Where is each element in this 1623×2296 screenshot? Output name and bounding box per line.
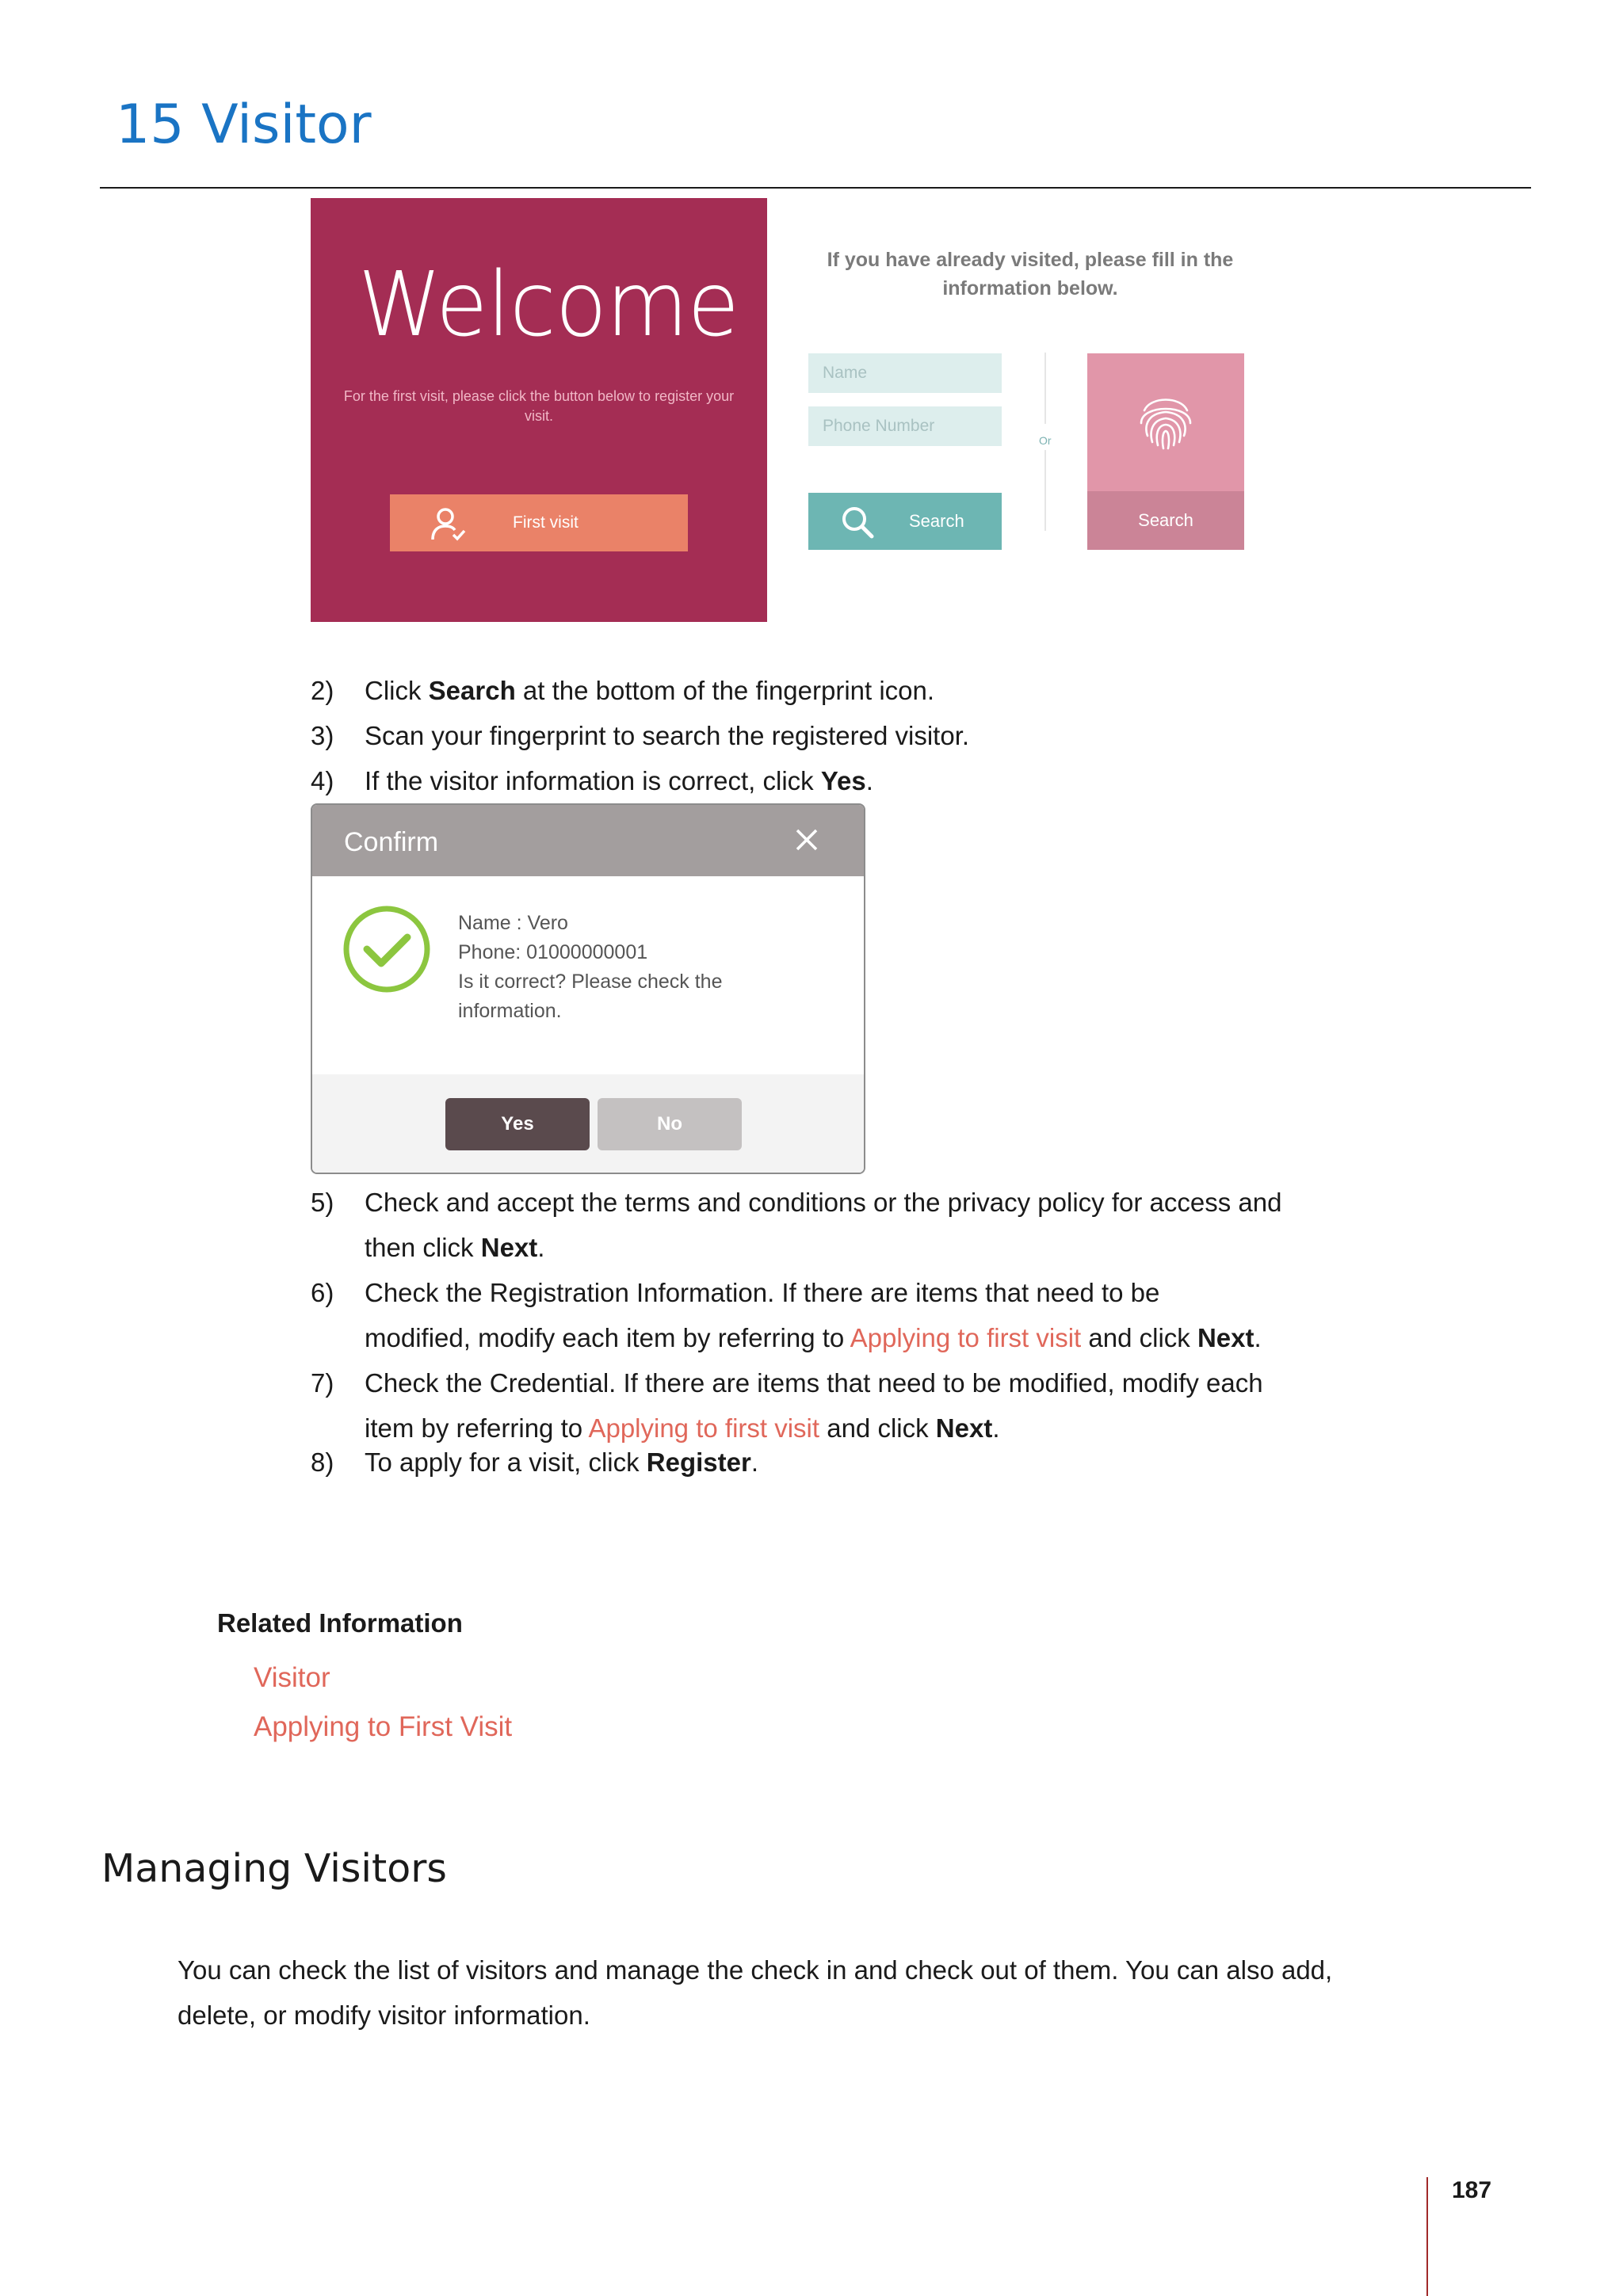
applying-to-first-visit-link[interactable]: Applying to first visit [850, 1323, 1082, 1352]
kiosk-search-panel [792, 238, 1268, 555]
fingerprint-panel[interactable] [1087, 353, 1244, 550]
section-paragraph: You can check the list of visitors and manage the check in and check out of them. You can also add, delete, or modify visitor information. [178, 1955, 1333, 2030]
or-divider [1044, 353, 1046, 424]
step-item: 6) Check the Registration Information. If there are items that need to be modified, modify each item by referring to Applying to first visit and click Next. [311, 1278, 1262, 1352]
search-icon [840, 505, 875, 540]
check-circle-icon [341, 903, 433, 995]
fingerprint-search-button[interactable]: Search [1087, 491, 1244, 550]
or-label: Or [1039, 434, 1052, 447]
dialog-header [312, 805, 864, 876]
fingerprint-icon [1133, 388, 1198, 453]
header-rule [100, 187, 1531, 189]
welcome-title: Welcome [358, 254, 739, 357]
section-title: Managing Visitors [101, 1846, 447, 1891]
search-label: Search [909, 511, 964, 531]
or-divider [1044, 450, 1046, 531]
related-link-visitor[interactable]: Visitor [254, 1662, 330, 1693]
related-link-applying-to-first-visit[interactable]: Applying to First Visit [254, 1711, 513, 1742]
related-information-heading: Related Information [217, 1608, 463, 1638]
dialog-title: Confirm [344, 827, 439, 857]
first-visit-label: First visit [513, 513, 579, 532]
kiosk-welcome-screen [311, 198, 767, 622]
user-add-icon [430, 505, 468, 543]
applying-to-first-visit-link[interactable]: Applying to first visit [588, 1413, 820, 1443]
search-prompt: If you have already visited, please fill in the information below. [827, 249, 1234, 299]
search-button[interactable] [808, 493, 1002, 550]
yes-button[interactable]: Yes [445, 1098, 590, 1150]
footer-rule [1426, 2177, 1428, 2296]
no-button[interactable]: No [598, 1098, 742, 1150]
step-item: 7) Check the Credential. If there are items that need to be modified, modify each item by referring to Applying to first visit and click Next. [311, 1368, 1263, 1443]
first-visit-button[interactable] [390, 494, 688, 551]
step-item: 5) Check and accept the terms and conditions or the privacy policy for access and then click Next. [311, 1188, 1282, 1262]
chapter-title: 15 Visitor [116, 93, 372, 156]
page-number: 187 [1452, 2177, 1492, 2203]
dialog-message: Name : Vero Phone: 01000000001 Is it correct? Please check the information. [458, 912, 723, 1022]
phone-number-input[interactable]: Phone Number [808, 406, 1002, 446]
name-input[interactable]: Name [808, 353, 1002, 393]
close-icon[interactable] [794, 827, 819, 852]
confirm-dialog [311, 803, 865, 1174]
welcome-text: For the first visit, please click the button below to register your visit. [343, 388, 735, 424]
